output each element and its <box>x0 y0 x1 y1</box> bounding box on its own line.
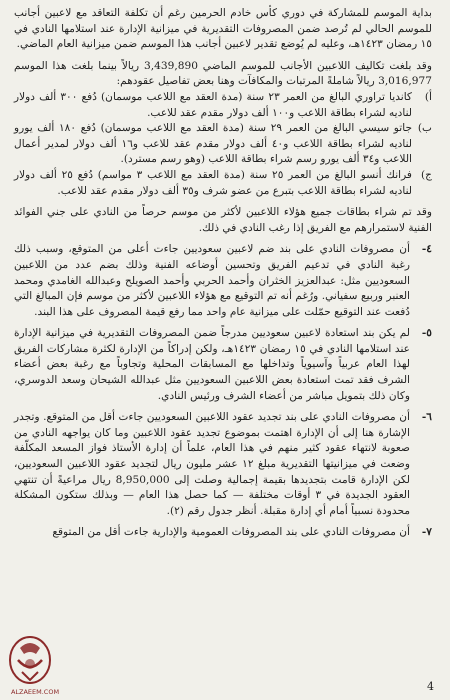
contract-item-b <box>14 121 432 168</box>
intro-paragraph-1: بداية الموسم للمشاركة في دوري كأس خادم الحرمين رغم أن تكلفة التعاقد مع لاعبين أجانب للموسم الحالي لم تُرصد ضمن المصروفات التقديرية في ميزانية الإدارة عند استلامها النادي في ١٥ رمضان ١٤٢٣هـ، وعليه لم يُوضع تقدير لاعبين أجانب هذا الموسم ضمن ميزانية العام الماضي. <box>14 7 432 51</box>
item-text: لم يكن بند استعادة لاعبين سعوديين مدرجاً ضمن المصروفات التقديرية في ميزانية الإدارة عند استلامها النادي في ١٥ رمضان ١٤٢٣هـ، ولكن إدراكاً من الإدارة لكثرة مشاركات الفريق لهذا العام عربياً وآسيوياً وتداخلها مع المسابقات المحلية وتجاوباً مع رغبة بعض أعضاء الشرف فقد تمت استعادة بعض اللاعبين السعوديين مثل عبدالله الشيحان وسعد الدوسري، وكان ذلك بتمويل مباشر من أعضاء الشرف ورئيس النادي. <box>14 327 410 402</box>
logo-website-label: ALZAEEM.COM <box>10 688 60 696</box>
item-text: أن مصروفات النادي على بند المصروفات العمومية والإدارية جاءت أقل من المتوقع <box>52 526 410 539</box>
contract-item-c <box>14 168 432 199</box>
contract-text: كانديا تراوري البالغ من العمر ٢٣ سنة (مدة العقد مع اللاعب موسمان) دُفع ٣٠٠ ألف دولار لناديه لشراء بطاقة اللاعب و١٠٠ ألف دولار مقدم عقد للاعب. <box>14 90 412 119</box>
contract-mark: ب) <box>417 122 432 135</box>
contract-mark: ج) <box>421 168 432 181</box>
contract-mark: أ) <box>424 90 432 103</box>
numbered-item-5 <box>14 326 432 404</box>
contract-item-a <box>14 90 432 121</box>
page-number: 4 <box>427 680 434 693</box>
contract-text: جاتو سيسي البالغ من العمر ٢٩ سنة (مدة العقد مع اللاعب موسمان) دُفع ١٨٠ ألف يورو لناديه لشراء بطاقة اللاعب و٤٠ ألف دولار مقدم عقد للاعب و١٦ ألف دولار لمدير أعمال اللاعب و٣٤ ألف يورو رسم شراء بطاقة اللاعب (وهو رسم مسترد). <box>14 122 412 166</box>
item-number: ٦- <box>421 411 432 424</box>
intro-paragraph-3: وقد تم شراء بطاقات جميع هؤلاء اللاعبين لأكثر من موسم حرصاً من النادي على جني الفوائد الفنية لاستمرارهم مع الفريق إذا رغب النادي في ذلك. <box>14 206 432 234</box>
numbered-item-4 <box>14 242 432 320</box>
numbered-item-7 <box>14 525 432 541</box>
numbered-item-6 <box>14 410 432 519</box>
item-number: ٥- <box>421 327 432 340</box>
item-number: ٤- <box>421 243 432 256</box>
item-number: ٧- <box>421 526 432 539</box>
contract-text: فرانك أنسو البالغ من العمر ٢٥ سنة (مدة العقد مع اللاعب ٣ مواسم) دُفع ٢٥ ألف دولار لناديه لشراء بطاقة اللاعب بتبرع من عضو شرف و٣٥ ألف دولار مقدم عقد للاعب. <box>14 168 412 197</box>
club-logo-icon <box>6 634 54 686</box>
intro-paragraph-2: وقد بلغت تكاليف اللاعبين الأجانب للموسم الماضي 3,439,890 ريالاً بينما بلغت هذا الموسم 3,016,977 ريالاً شاملةً المرتبات والمكافآت وهنا بعض تفاصيل عقودهم: <box>14 59 432 88</box>
item-text: أن مصروفات النادي على بند تجديد عقود اللاعبين السعوديين جاءت أقل من المتوقع. وتجدر الإشارة هنا إلى أن الإدارة اهتمت بموضوع تجديد عقود اللاعبين وما كان يواجهه النادي من صعوبة لانتهاء عقود كثير منهم في هذا العام، علماً أن إدارة الأستاذ فواز المسعد المكلّفة وضعت في ميزانيتها التقديرية مبلغ ١٢ عشر مليون ريال لتجديد عقود اللاعبين السعوديين، لكن الإدارة قامت بتجديدها بقيمة إجمالية وصلت إلى 8,950,000 ريال مراعيةً أن تنتهي العقود الجديدة في ٣ أوقات مختلفة — كما حصل هذا العام — وبذلك ستكون المشكلة محدودة نسبياً أمام أي إدارة مقبلة. أنظر جدول رقم (٢). <box>14 411 410 517</box>
item-text: أن مصروفات النادي على بند ضم لاعبين سعوديين جاءت أعلى من المتوقع، وسبب ذلك رغبة النادي في تدعيم الفريق وتحسين أوضاعه الفنية وذلك بضم عدد من اللاعبين السعوديين مثل: عبدالعزيز الخثران وأحمد الحربي وأحمد الصويلح وعبدالله الغامدي ومحمد العنبر وربيع سفياني. ورُغم أنه تم التوقيع مع هؤلاء اللاعبين لأكثر من موسم فإن المبالغ التي دُفعت عند التوقيع حمّلت على ميزانية عام واحد مما رفع قيمة المصروف على هذا البند. <box>14 243 410 318</box>
